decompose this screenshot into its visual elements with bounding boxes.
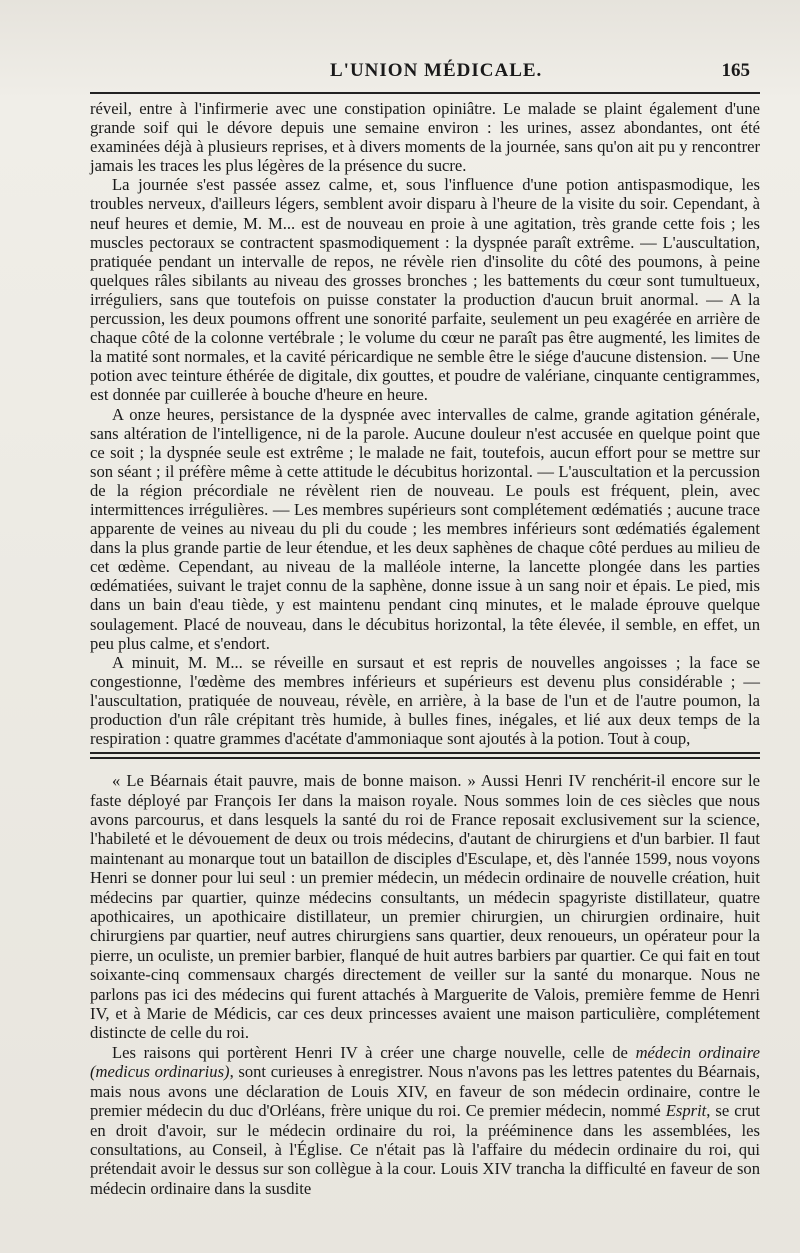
- main-article: [90, 99, 760, 748]
- feuilleton-paragraph-1: « Le Béarnais était pauvre, mais de bonne maison. » Aussi Henri IV renchérit-il encore sur le faste déployé par François Ier dans la maison royale. Nous sommes loin de ces siècles que nous avons parcourus, et dans lesquels la santé du roi de France reposait exclusivement sur la science, l'habileté et le dévouement de deux ou trois médecins, d'autant de chirurgiens et d'un barbier. Il faut maintenant au monarque tout un bataillon de disciples d'Esculape, et, dès l'année 1599, nous voyons Henri se donner pour lui seul : un premier médecin, un médecin ordinaire de nouvelle création, huit médecins par quartier, quinze médecins consultants, un médecin spagyriste distillateur, quatre apothicaires, un apothicaire distillateur, un premier chirurgien, un chirurgien ordinaire, huit chirurgiens par quartier, neuf autres chirurgiens sans quartier, deux renoueurs, un opérateur pour la pierre, un oculiste, un premier barbier, flanqué de huit autres barbiers par quartier. Ce qui fait en tout soixante-cinq commensaux chargés directement de veiller sur la santé du monarque. Nous ne parlons pas ici des médecins qui furent attachés à Marguerite de Valois, première femme de Henri IV, et à Marie de Médicis, car ces deux princesses avaient une maison particulière, complétement distincte de celle du roi.: [90, 771, 760, 1043]
- paragraph-1: réveil, entre à l'infirmerie avec une constipation opiniâtre. Le malade se plaint également d'une grande soif qui le dévore depuis une semaine environ : les urines, assez abondantes, ont été examinées déjà à plusieurs reprises, et à divers moments de la journée, sans qu'on ait pu y rencontrer jamais les traces les plus légères de la présence du sucre.: [90, 99, 760, 176]
- page-number: 165: [721, 60, 750, 81]
- paragraph-3: A onze heures, persistance de la dyspnée avec intervalles de calme, grande agitation générale, sans altération de l'intelligence, ni de la parole. Aucune douleur n'est accusée en quelque point que ce soit ; la dyspnée seule est extrême ; le malade ne fait, toutefois, aucun effort pour se mettre sur son séant ; il préfère même à cette attitude le décubitus horizontal. — L'auscultation et la percussion de la région précordiale ne révèlent rien de nouveau. Le pouls est fréquent, plein, avec intermittences irrégulières. — Les membres supérieurs sont complétement œdématiés ; aucune trace apparente de veines au niveau du pli du coude ; les membres inférieurs sont œdématiés également dans la plus grande partie de leur étendue, et les deux saphènes de chaque côté perdues au milieu de cet œdème. Cependant, au niveau de la malléole interne, la lancette plongée dans les parties œdématiées, suivant le trajet connu de la saphène, donne issue à un sang noir et épais. Le pied, mis dans un bain d'eau tiède, y est maintenu pendant cinq minutes, et le malade éprouve quelque soulagement. Placé de nouveau, dans le décubitus horizontal, la tête élevée, il semble, en effet, un peu plus calme, et s'endort.: [90, 404, 760, 653]
- p2-text-after: , se crut en droit d'avoir, sur le médecin ordinaire du roi, la prééminence dans les assemblées, les consultations, au Conseil, à l'Église. Ce n'était pas là l'affaire du médecin ordinaire du roi, qui prétendait avoir le dessus sur son collègue à la cour. Louis XIV trancha la difficulté en faveur de son médecin ordinaire dans la susdite: [90, 1101, 760, 1198]
- p2-text-before: Les raisons qui portèrent Henri IV à créer une charge nouvelle, celle de: [112, 1042, 636, 1062]
- paragraph-2: La journée s'est passée assez calme, et, sous l'influence d'une potion antispasmodique, les troubles nerveux, d'ailleurs légers, semblent avoir disparu à l'heure de la visite du soir. Cependant, à neuf heures et demie, M. M... est de nouveau en proie à une agitation, très grande cette fois ; les muscles pectoraux se contractent spasmodiquement : la dyspnée paraît extrême. — L'auscultation, pratiquée pendant un intervalle de repos, ne révèle rien d'insolite du côté des poumons, à peine quelques râles sibilants au niveau des grosses bronches ; les battements du cœur sont tumultueux, irréguliers, sans que toutefois on puisse constater la production d'aucun bruit anormal. — A la percussion, les deux poumons offrent une sonorité parfaite, seulement un peu exagérée en arrière de chaque côté de la colonne vertébrale ; le volume du cœur ne paraît pas être augmenté, les limites de la matité sont normales, et la cavité péricardique ne semble être le siége d'aucune distension. — Une potion avec teinture éthérée de digitale, dix gouttes, et poudre de valériane, cinquante centigrammes, est donnée par cuillerée à bouche d'heure en heure.: [90, 175, 760, 405]
- feuilleton-separator: [90, 752, 760, 759]
- running-title: L'UNION MÉDICALE.: [330, 60, 543, 81]
- p2-italic-name: Esprit: [665, 1101, 707, 1121]
- page-header: [90, 52, 760, 94]
- feuilleton-section: [90, 771, 760, 1198]
- p2-italic-term: médecin ordinaire (medicus ordinarius): [90, 1042, 760, 1082]
- paragraph-4: A minuit, M. M... se réveille en sursaut et est repris de nouvelles angoisses ; la face se congestionne, l'œdème des membres inférieurs et supérieurs est devenu plus considérable ; — l'auscultation, pratiquée de nouveau, révèle, en arrière, à la base de l'un et de l'autre poumon, la production d'un râle crépitant très humide, à bulles fines, inégales, et lié aux deux temps de la respiration : quatre grammes d'acétate d'ammoniaque sont ajoutés à la potion. Tout à coup,: [90, 652, 760, 749]
- p2-text-middle: , sont curieuses à enregistrer. Nous n'avons pas les lettres patentes du Béarnais, mais nous avons une déclaration de Louis XIV, en faveur de son médecin ordinaire, contre le premier médecin du duc d'Orléans, frère unique du roi. Ce premier médecin, nommé: [90, 1062, 760, 1121]
- feuilleton-paragraph-2: [90, 1043, 760, 1198]
